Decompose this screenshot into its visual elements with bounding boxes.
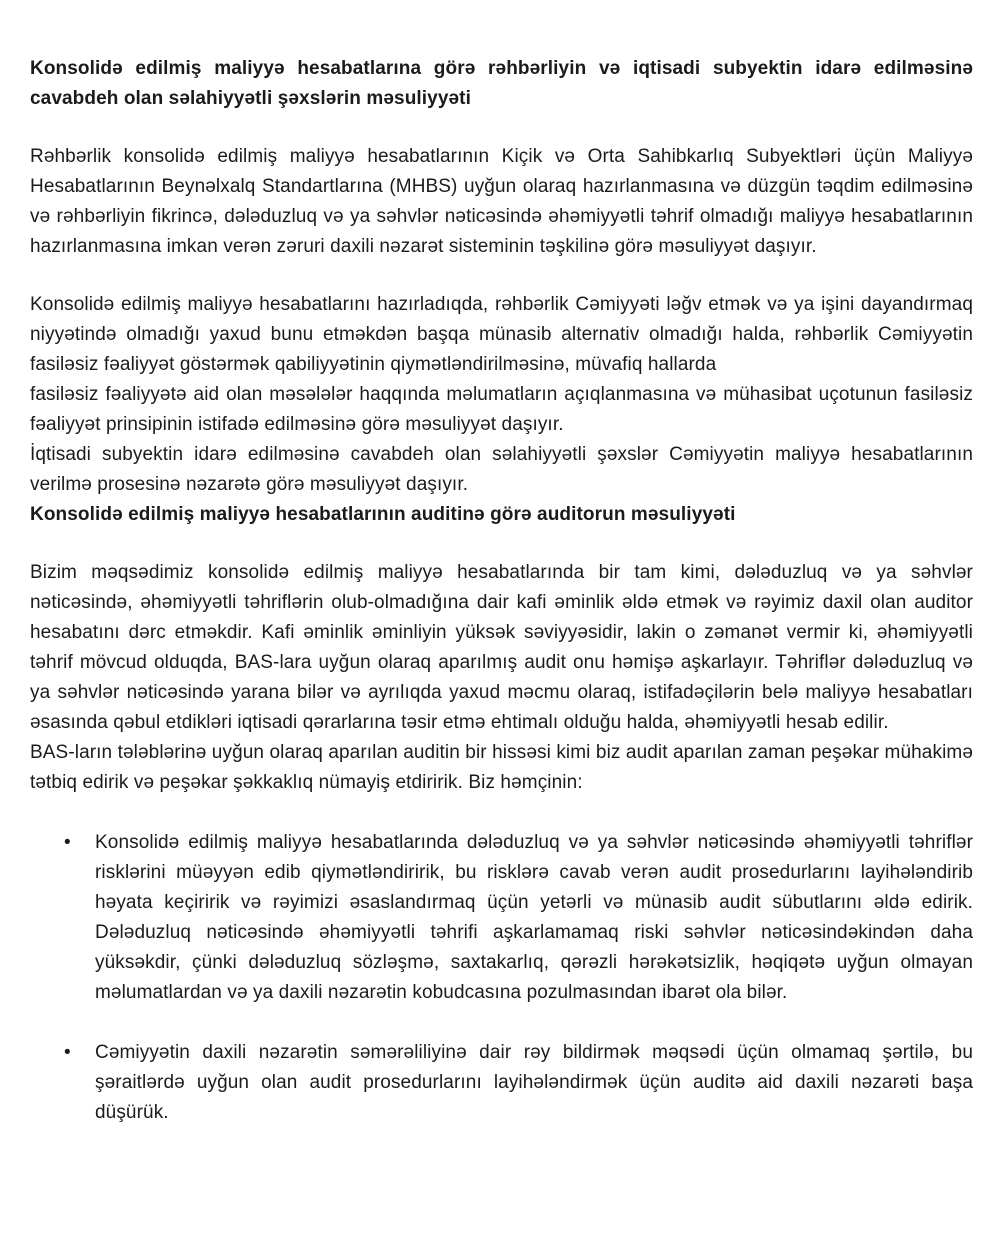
paragraph-audit-objective: Bizim məqsədimiz konsolidə edilmiş maliyyə hesabatlarında bir tam kimi, dələduzluq və ya səhvlər nəticəsində, əhəmiyyətli təhriflərin olub-olmadığına dair kafi əminlik əldə etmək və rəyimiz daxil olan auditor hesabatını dərc etməkdir. Kafi əminlik əminliyin yüksək səviyyəsidir, lakin o zəmanət vermir ki, əhəmiyyətli təhrif mövcud olduqda, BAS-lara uyğun olaraq aparılmış audit onu həmişə aşkarlayır. Təhriflər dələduzluq və ya səhvlər nəticəsində yarana bilər və ayrılıqda yaxud məcmu olaraq, istifadəçilərin belə maliyyə hesabatları əsasında qəbul etdikləri iqtisadi qərarlarına təsir etmə ehtimalı olduğu halda, əhəmiyyətli hesab edilir. bbox=[30, 562, 973, 733]
section-heading-management-responsibility: Konsolidə edilmiş maliyyə hesabatlarına görə rəhbərliyin və iqtisadi subyektin idarə edilməsinə cavabdeh olan səlahiyyətli şəxslərin məsuliyyəti bbox=[30, 58, 973, 109]
bullet-item-internal-control bbox=[64, 1038, 973, 1128]
section-heading-auditor-responsibility: Konsolidə edilmiş maliyyə hesabatlarının auditinə görə auditorun məsuliyyəti bbox=[30, 504, 736, 525]
paragraph-governance-responsibility: İqtisadi subyektin idarə edilməsinə cavabdeh olan səlahiyyətli şəxslər Cəmiyyətin maliyyə hesabatlarının verilmə prosesinə nəzarətə görə məsuliyyət daşıyır. bbox=[30, 444, 973, 495]
bullet-point-icon: • bbox=[64, 1042, 71, 1063]
paragraph-going-concern-part1: Konsolidə edilmiş maliyyə hesabatlarını hazırladıqda, rəhbərlik Cəmiyyəti ləğv etmək və ya işini dayandırmaq niyyətində olmadığı yaxud bunu etməkdən başqa münasib alternativ olmadığı halda, rəhbərlik Cəmiyyətin fasiləsiz fəaliyyət göstərmək qabiliyyətinin qiymətləndirilməsinə, müvafiq hallarda bbox=[30, 294, 973, 375]
bullet-text-risk-assessment: Konsolidə edilmiş maliyyə hesabatlarında dələduzluq və ya səhvlər nəticəsində əhəmiyyətli təhriflər risklərini müəyyən edib qiymətləndiririk, bu risklərə cavab verən audit prosedurlarını layihələndirib həyata keçiririk və rəyimizi əsaslandırmaq üçün yetərli və münasib audit sübutlarını əldə edirik. Dələduzluq nəticəsində əhəmiyyətli təhrifi aşkarlamamaq riski səhvlər nəticəsindəkindən daha yüksəkdir, çünki dələduzluq sözləşmə, saxtakarlıq, qərəzli hərəkətsizlik, həqiqətə uyğun olmayan məlumatlardan və ya daxili nəzarətin kobudcasına pozulmasından ibarət ola bilər. bbox=[95, 832, 973, 1003]
paragraph-management-responsibility: Rəhbərlik konsolidə edilmiş maliyyə hesabatlarının Kiçik və Orta Sahibkarlıq Subyektləri üçün Maliyyə Hesabatlarının Beynəlxalq Standartlarına (MHBS) uyğun olaraq hazırlanmasına və düzgün təqdim edilməsinə və rəhbərliyin fikrincə, dələduzluq və ya səhvlər nəticəsində əhəmiyyətli təhrif olmadığı maliyyə hesabatlarının hazırlanmasına imkan verən zəruri daxili nəzarət sisteminin təşkilinə görə məsuliyyət daşıyır. bbox=[30, 146, 973, 257]
bullet-text-internal-control: Cəmiyyətin daxili nəzarətin səmərəliliyinə dair rəy bildirmək məqsədi üçün olmamaq şərtilə, bu şəraitlərdə uyğun olan audit prosedurlarını layihələndirmək üçün auditə aid daxili nəzarəti başa düşürük. bbox=[95, 1042, 973, 1123]
bullet-item-risk-assessment bbox=[64, 828, 973, 1008]
bullet-point-icon: • bbox=[64, 832, 71, 853]
paragraph-bas-requirements: BAS-ların tələblərinə uyğun olaraq aparılan auditin bir hissəsi kimi biz audit aparılan zaman peşəkar mühakimə tətbiq edirik və peşəkar şəkkaklıq nümayiş etdiririk. Biz həmçinin: bbox=[30, 742, 973, 793]
paragraph-going-concern-part2: fasiləsiz fəaliyyətə aid olan məsələlər haqqında məlumatların açıqlanmasına və mühasibat uçotunun fasiləsiz fəaliyyət prinsipinin istifadə edilməsinə görə məsuliyyət daşıyır. bbox=[30, 384, 973, 435]
